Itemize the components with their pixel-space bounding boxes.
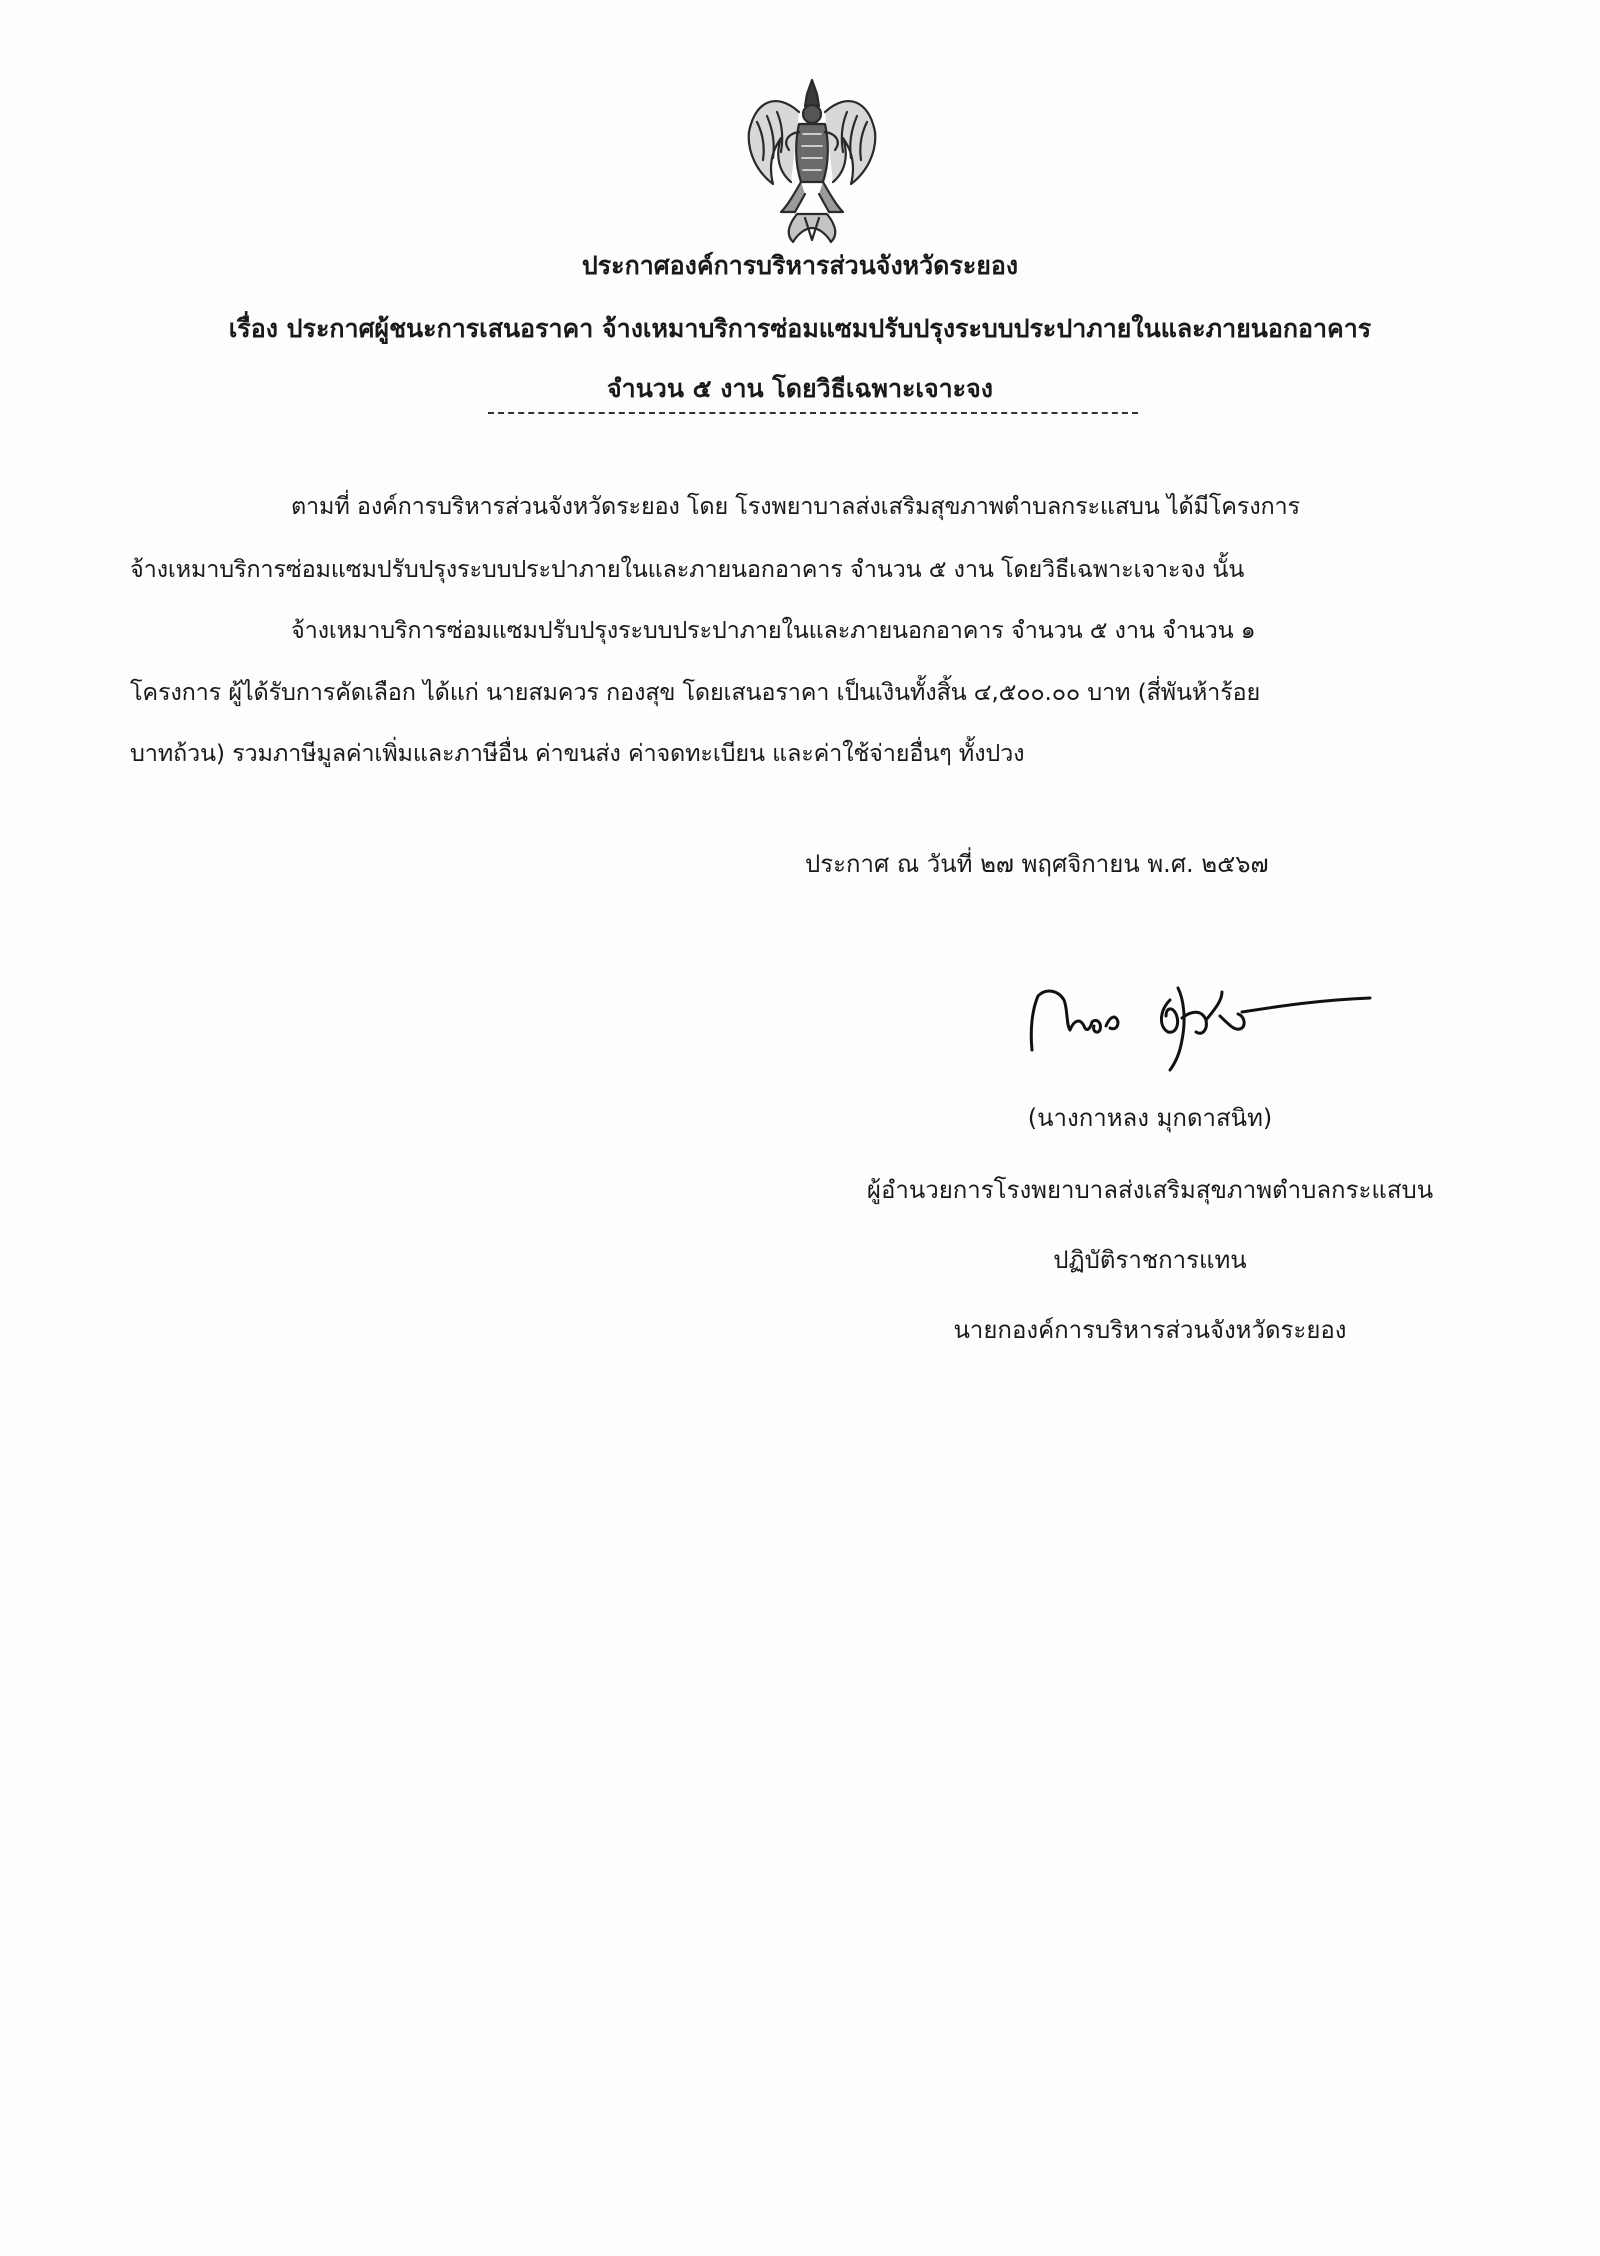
body-paragraph-line: จ้างเหมาบริการซ่อมแซมปรับปรุงระบบประปาภายในและภายนอกอาคาร จำนวน ๕ งาน โดยวิธีเฉพาะเจาะจง นั้น	[130, 555, 1245, 583]
body-paragraph-line: บาทถ้วน) รวมภาษีมูลค่าเพิ่มและภาษีอื่น ค่าขนส่ง ค่าจดทะเบียน และค่าใช้จ่ายอื่นๆ ทั้งปวง	[130, 739, 1025, 767]
signatory-on-behalf: นายกองค์การบริหารส่วนจังหวัดระยอง	[953, 1316, 1347, 1344]
announcement-title: ประกาศองค์การบริหารส่วนจังหวัดระยอง	[581, 251, 1019, 280]
garuda-emblem-icon	[737, 72, 887, 252]
body-paragraph-line: ตามที่ องค์การบริหารส่วนจังหวัดระยอง โดย โรงพยาบาลส่งเสริมสุขภาพตำบลกระแสบน ได้มีโครงการ	[291, 492, 1300, 520]
body-paragraph-line: จ้างเหมาบริการซ่อมแซมปรับปรุงระบบประปาภายในและภายนอกอาคาร จำนวน ๕ งาน จำนวน ๑	[291, 616, 1256, 644]
announcement-date: ประกาศ ณ วันที่ ๒๗ พฤศจิกายน พ.ศ. ๒๕๖๗	[805, 850, 1269, 878]
handwritten-signature-icon	[1010, 970, 1390, 1080]
body-paragraph-line: โครงการ ผู้ได้รับการคัดเลือก ได้แก่ นายสมควร กองสุข โดยเสนอราคา เป็นเงินทั้งสิ้น ๔,๕๐๐.๐๐ บาท (สี่พันห้าร้อย	[130, 678, 1261, 706]
title-divider	[488, 412, 1138, 414]
signatory-name: (นางกาหลง มุกดาสนิท)	[1027, 1104, 1273, 1132]
announcement-subject-continued: จำนวน ๕ งาน โดยวิธีเฉพาะเจาะจง	[607, 374, 993, 403]
signatory-acting: ปฏิบัติราชการแทน	[1053, 1246, 1247, 1274]
signatory-position: ผู้อำนวยการโรงพยาบาลส่งเสริมสุขภาพตำบลกระแสบน	[866, 1176, 1434, 1204]
announcement-subject: เรื่อง ประกาศผู้ชนะการเสนอราคา จ้างเหมาบริการซ่อมแซมปรับปรุงระบบประปาภายในและภายนอกอาคาร	[228, 314, 1372, 343]
